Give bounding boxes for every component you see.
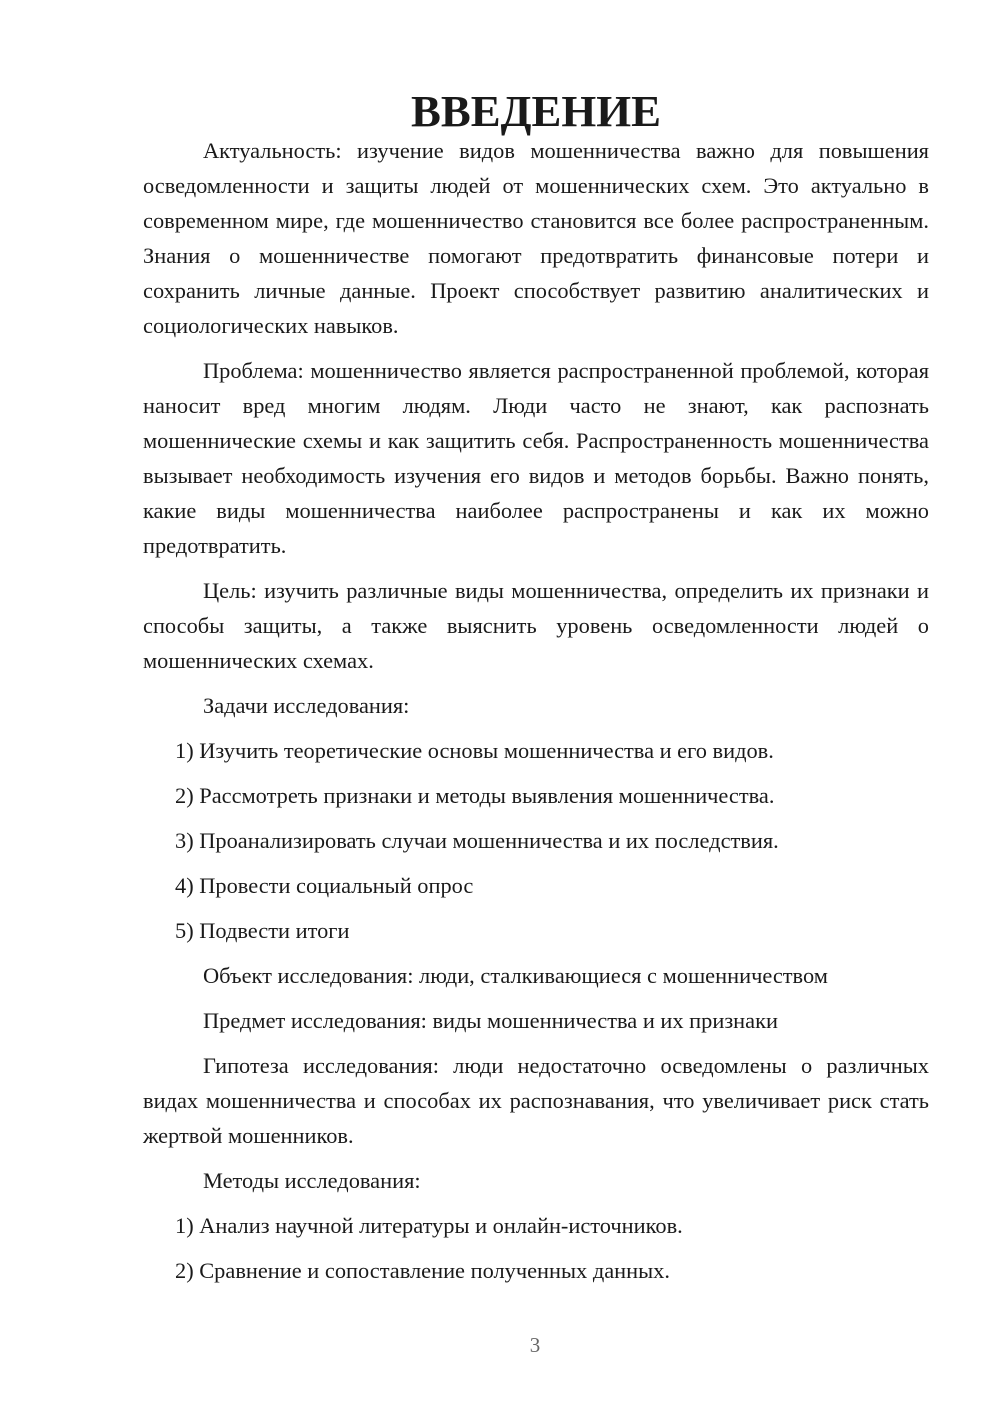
methods-heading: Методы исследования: xyxy=(203,1168,421,1193)
list-item: 3) Проанализировать случаи мошенничества и их последствия. xyxy=(175,828,779,853)
methods-list xyxy=(143,1208,929,1288)
list-item: 5) Подвести итоги xyxy=(175,918,350,943)
list-item: 1) Анализ научной литературы и онлайн-источников. xyxy=(175,1213,683,1238)
document-page xyxy=(143,86,929,1298)
problem-paragraph: Проблема: мошенничество является распространенной проблемой, которая наносит вред многим людям. Люди часто не знают, как распознать мошеннические схемы и как защитить себя. Распространенность мошенничества вызывает необходимость изучения его видов и методов борьбы. Важно понять, какие виды мошенничества наиболее распространены и как их можно предотвратить. xyxy=(143,358,929,558)
relevance-paragraph: Актуальность: изучение видов мошенничества важно для повышения осведомленности и защиты людей от мошеннических схем. Это актуально в современном мире, где мошенничество становится все более распространенным. Знания о мошенничестве помогают предотвратить финансовые потери и сохранить личные данные. Проект способствует развитию аналитических и социологических навыков. xyxy=(143,138,929,338)
goal-paragraph: Цель: изучить различные виды мошенничества, определить их признаки и способы защиты, а также выяснить уровень осведомленности людей о мошеннических схемах. xyxy=(143,578,929,673)
list-item: 2) Рассмотреть признаки и методы выявления мошенничества. xyxy=(175,783,775,808)
list-item: 2) Сравнение и сопоставление полученных данных. xyxy=(175,1258,670,1283)
hypothesis-paragraph: Гипотеза исследования: люди недостаточно осведомлены о различных видах мошенничества и способах их распознавания, что увеличивает риск стать жертвой мошенников. xyxy=(143,1053,929,1148)
tasks-heading: Задачи исследования: xyxy=(203,693,410,718)
page-title: ВВЕДЕНИЕ xyxy=(411,86,661,136)
tasks-list xyxy=(143,733,929,948)
object-paragraph: Объект исследования: люди, сталкивающиеся с мошенничеством xyxy=(203,963,828,988)
list-item: 4) Провести социальный опрос xyxy=(175,873,474,898)
page-number: 3 xyxy=(529,1333,541,1357)
subject-paragraph: Предмет исследования: виды мошенничества и их признаки xyxy=(203,1008,778,1033)
list-item: 1) Изучить теоретические основы мошенничества и его видов. xyxy=(175,738,774,763)
